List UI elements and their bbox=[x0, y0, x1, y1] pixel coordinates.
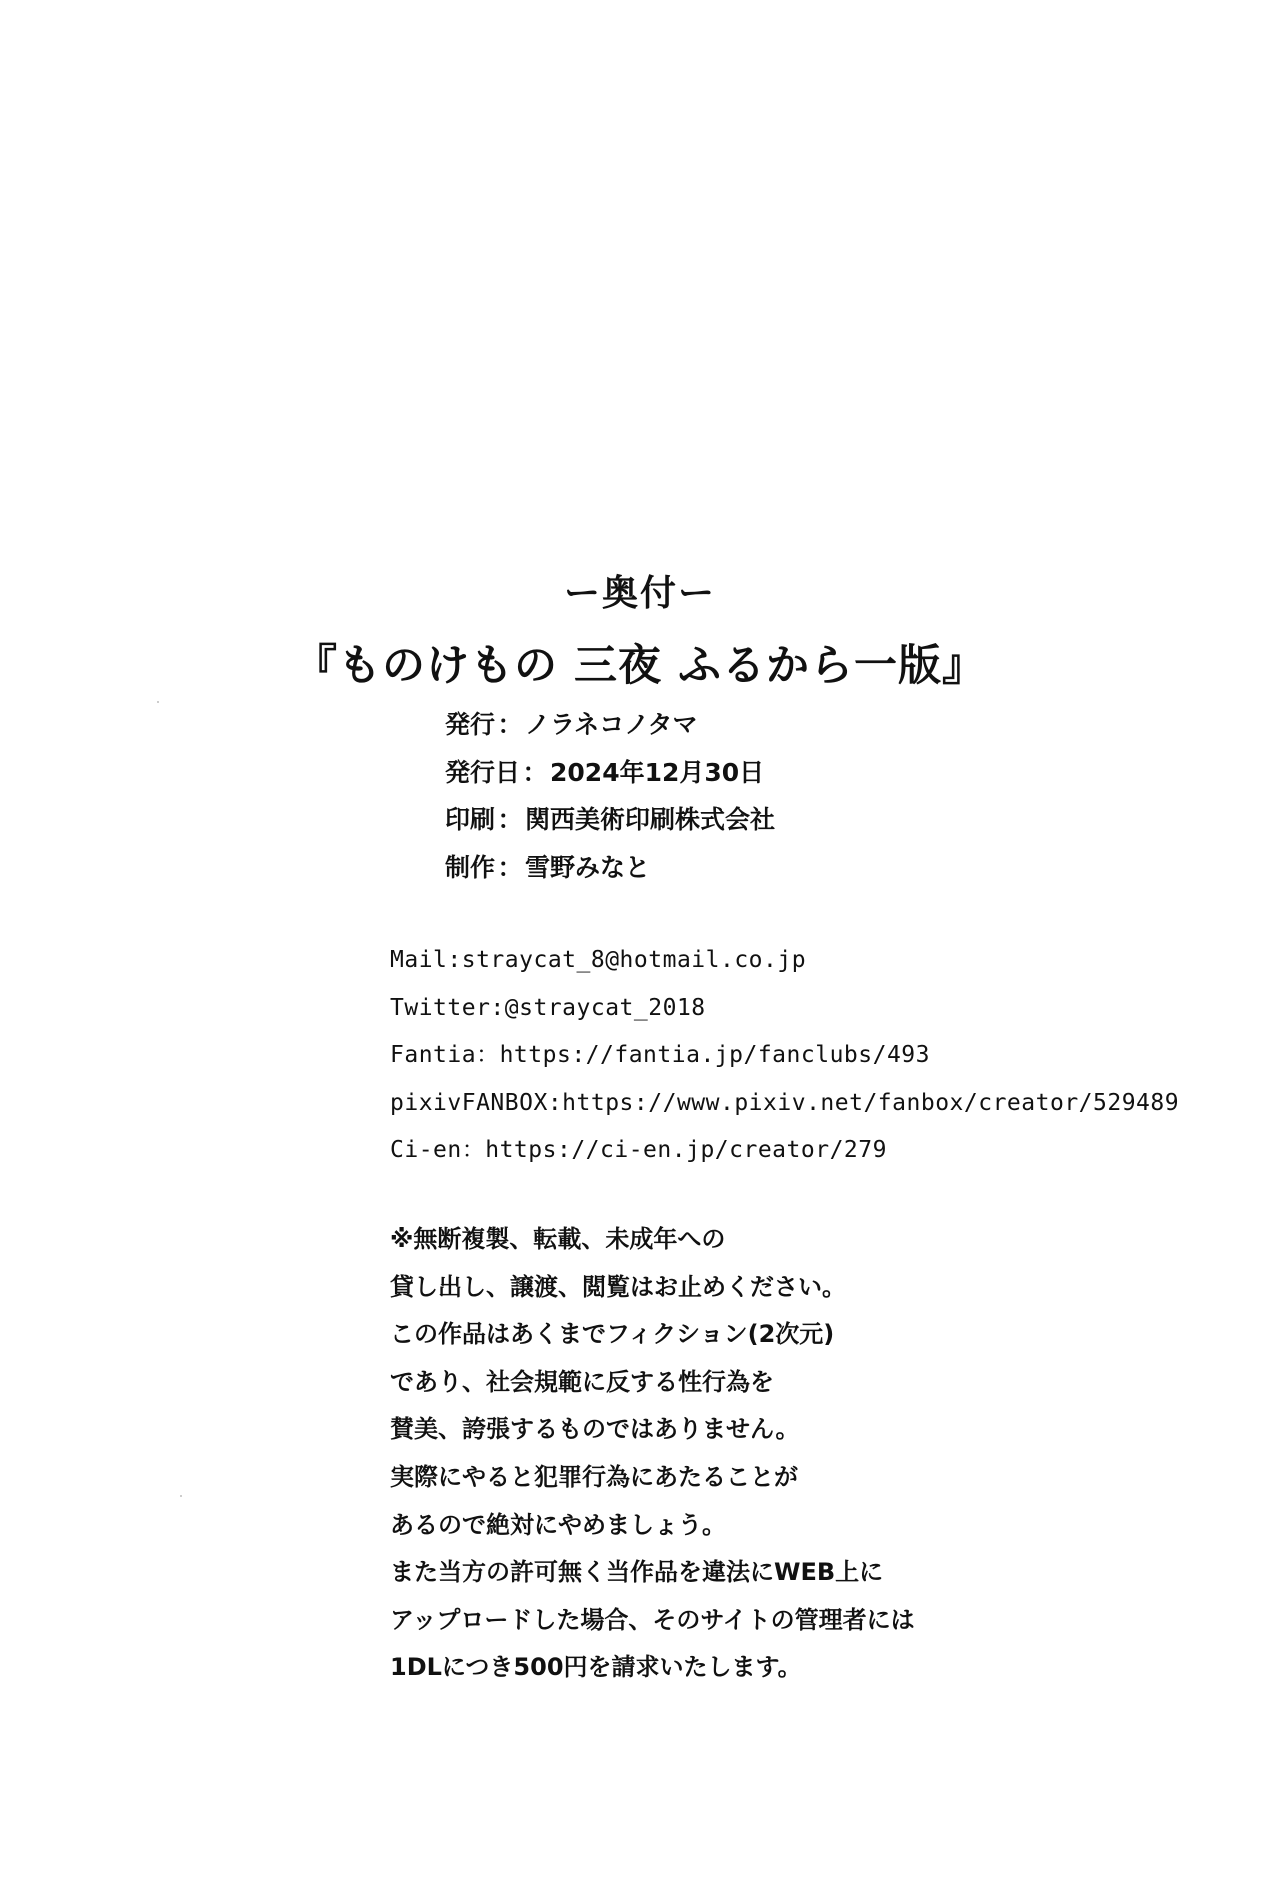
contact-fantia: Fantia：https://fantia.jp/fanclubs/493 bbox=[390, 1042, 930, 1068]
contact-pixiv-fanbox: pixivFANBOX:https://www.pixiv.net/fanbox/creator/529489 bbox=[390, 1089, 1180, 1116]
info-separator: ： bbox=[522, 757, 548, 787]
info-value: 2024年12月30日 bbox=[550, 757, 765, 787]
notice-line: 実際にやると犯罪行為にあたることが bbox=[390, 1462, 798, 1491]
notice-line: アップロードした場合、そのサイトの管理者には bbox=[390, 1605, 915, 1634]
info-label: 制作 bbox=[445, 852, 496, 882]
copyright-notice bbox=[390, 1222, 915, 1698]
notice-line: 1DLにつき500円を請求いたします。 bbox=[390, 1653, 802, 1682]
info-label: 印刷 bbox=[445, 805, 496, 834]
info-row-publish-date bbox=[445, 756, 775, 804]
notice-line: また当方の許可無く当作品を違法にWEB上に bbox=[390, 1558, 884, 1587]
info-value: 雪野みなと bbox=[525, 852, 651, 882]
notice-line: この作品はあくまでフィクション(2次元) bbox=[390, 1320, 835, 1349]
notice-line: 賛美、誇張するものではありません。 bbox=[390, 1415, 800, 1444]
contact-twitter: Twitter:@straycat_2018 bbox=[390, 994, 706, 1021]
contact-mail: Mail:straycat_8@hotmail.co.jp bbox=[390, 947, 807, 973]
info-value: ノラネコノタマ bbox=[525, 710, 698, 739]
paper-speck bbox=[180, 1495, 182, 1497]
info-value: 関西美術印刷株式会社 bbox=[525, 805, 776, 834]
info-label: 発行 bbox=[445, 710, 496, 739]
notice-line: あるので絶対にやめましょう。 bbox=[390, 1510, 726, 1539]
publication-info bbox=[445, 708, 775, 898]
book-title: 『ものけもの 三夜 ふるから一版』 bbox=[294, 641, 986, 691]
info-separator: ： bbox=[497, 710, 523, 739]
info-separator: ： bbox=[497, 852, 523, 882]
info-label: 発行日 bbox=[445, 757, 521, 787]
contact-list bbox=[390, 944, 1179, 1182]
info-row-author bbox=[445, 851, 775, 899]
colophon-heading: ー奥付ー bbox=[563, 573, 716, 614]
info-row-printer bbox=[445, 803, 775, 851]
paper-speck bbox=[157, 701, 159, 703]
notice-line: であり、社会規範に反する性行為を bbox=[390, 1367, 774, 1396]
info-row-publisher bbox=[445, 708, 775, 756]
notice-line: 貸し出し、譲渡、閲覧はお止めください。 bbox=[390, 1272, 846, 1301]
info-separator: ： bbox=[497, 805, 523, 834]
contact-ci-en: Ci-en：https://ci-en.jp/creator/279 bbox=[390, 1137, 887, 1163]
notice-line: ※無断複製、転載、未成年への bbox=[390, 1225, 726, 1253]
